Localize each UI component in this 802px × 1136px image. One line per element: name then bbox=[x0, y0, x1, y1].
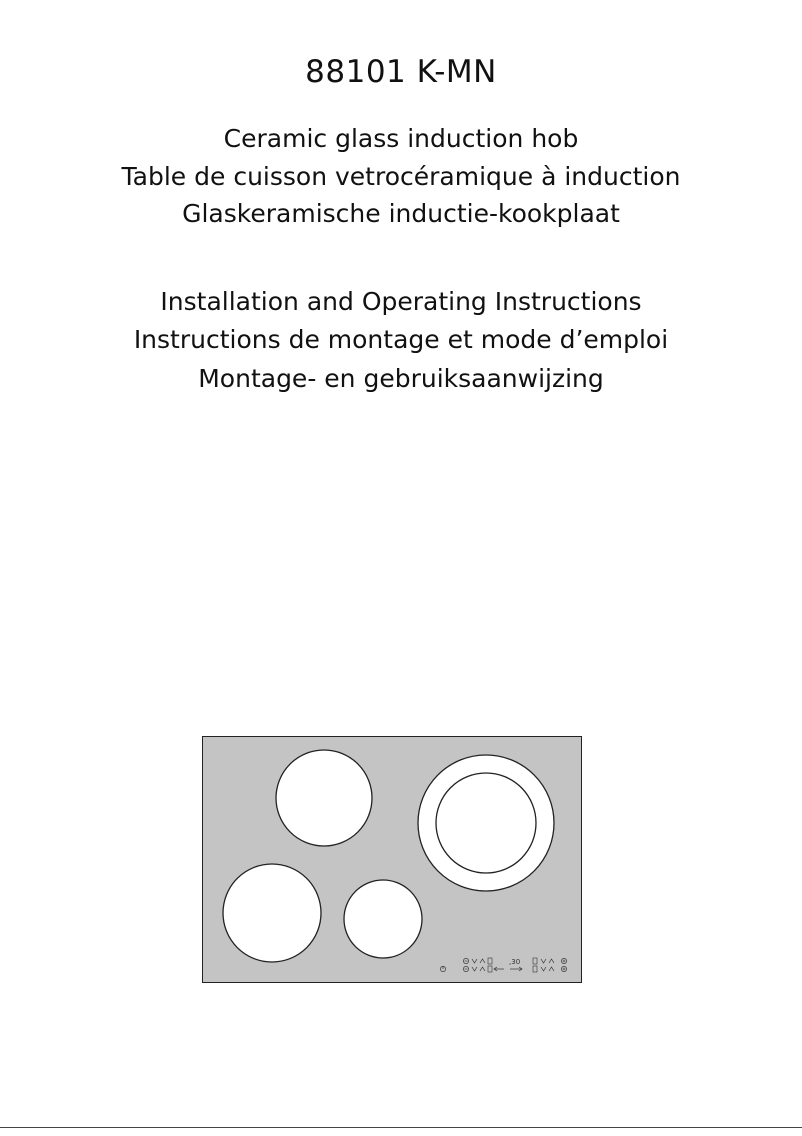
product-title-en: Ceramic glass induction hob bbox=[223, 124, 579, 153]
timer-display: ,30 bbox=[509, 958, 521, 966]
bottom-divider bbox=[0, 1127, 802, 1128]
cooking-zone-front-left bbox=[223, 864, 321, 962]
hob-illustration bbox=[202, 736, 582, 983]
cooking-zone-rear-right-inner bbox=[436, 773, 536, 873]
cooking-zone-rear-left bbox=[276, 750, 372, 846]
product-title-fr: Table de cuisson vetrocéramique à induction bbox=[121, 162, 681, 191]
product-title-nl: Glaskeramische inductie-kookplaat bbox=[182, 199, 620, 228]
hob-drawing bbox=[202, 736, 582, 983]
model-number: 88101 K-MN bbox=[305, 54, 497, 90]
cooking-zone-front-middle bbox=[344, 880, 422, 958]
manual-title-fr: Instructions de montage et mode d’emploi bbox=[133, 325, 669, 354]
manual-title-en: Installation and Operating Instructions bbox=[160, 287, 642, 316]
manual-title-nl: Montage- en gebruiksaanwijzing bbox=[198, 364, 604, 393]
